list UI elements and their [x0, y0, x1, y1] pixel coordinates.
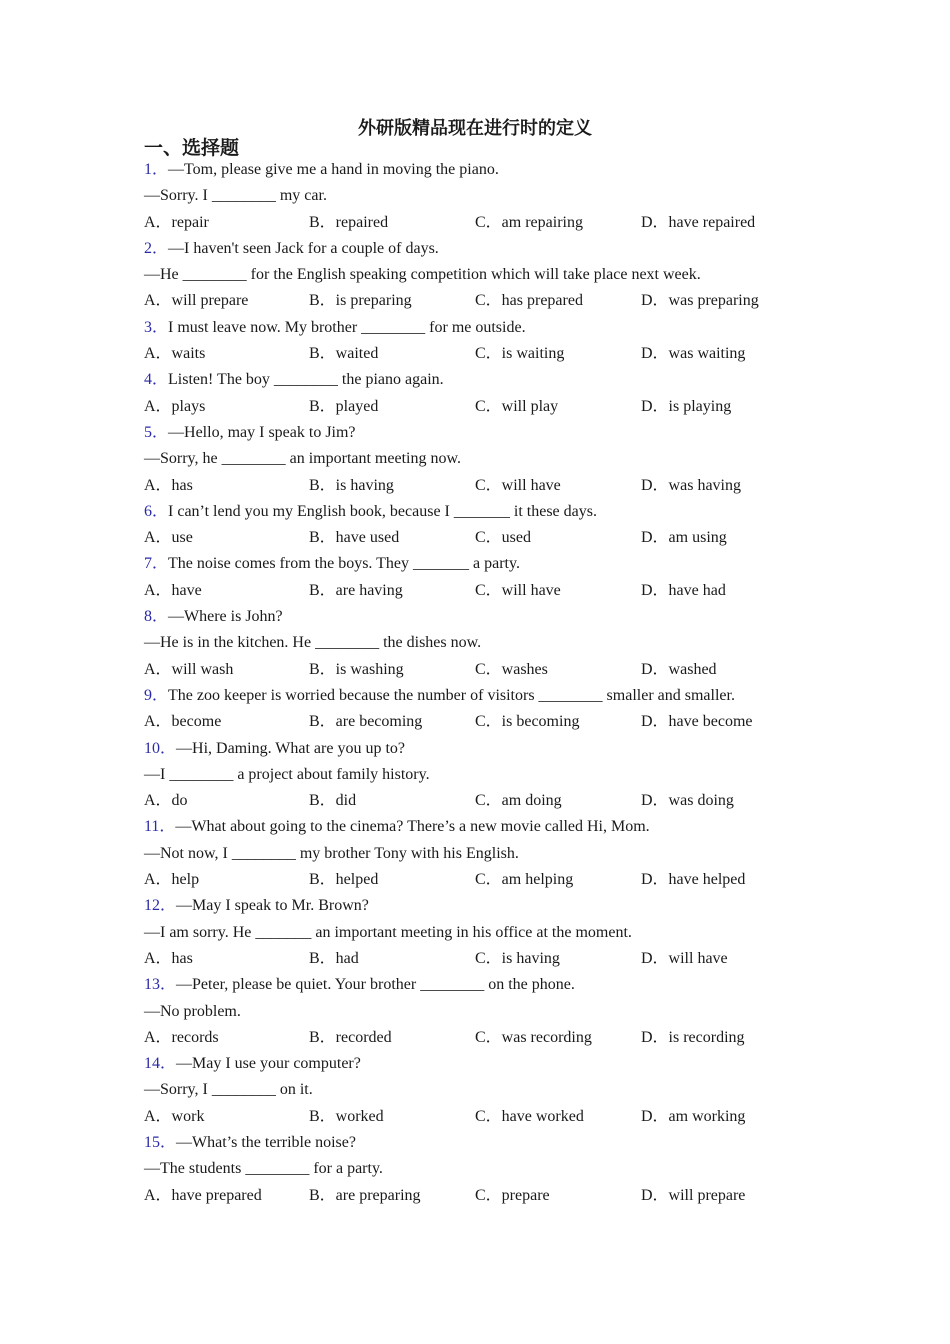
answer-options: [144, 867, 844, 893]
question-list: [144, 157, 844, 1209]
question-number: 8．: [144, 608, 169, 626]
question-text: —Tom, please give me a hand in moving the piano.: [168, 161, 499, 178]
document-title: 外研版精品现在进行时的定义: [358, 118, 592, 138]
option-c[interactable]: C．will play: [475, 397, 559, 415]
option-b[interactable]: B．are becoming: [309, 713, 423, 731]
question-text: —Peter, please be quiet. Your brother ________ on the phone.: [176, 976, 575, 994]
option-c[interactable]: C．am repairing: [475, 213, 583, 231]
option-a[interactable]: A．have: [144, 581, 202, 599]
option-c[interactable]: C．am doing: [475, 792, 562, 810]
option-d[interactable]: D．have helped: [641, 871, 746, 889]
question-dialogue-line: [144, 1077, 844, 1103]
question-number: 15．: [144, 1133, 177, 1151]
option-c[interactable]: C．has prepared: [475, 292, 583, 310]
question-12: [144, 893, 844, 972]
section-heading: 一、选择题: [144, 138, 240, 159]
option-b[interactable]: B．waited: [309, 345, 379, 363]
option-d[interactable]: D．is playing: [641, 397, 732, 415]
question-text: The zoo keeper is worried because the number of visitors ________ smaller and smaller.: [168, 686, 735, 704]
answer-options: [144, 341, 844, 367]
question-stem: [144, 499, 844, 525]
option-b[interactable]: B．is preparing: [309, 292, 412, 310]
question-dialogue-line: [144, 183, 844, 209]
question-text: —Not now, I ________ my brother Tony with his English.: [144, 844, 519, 862]
option-c[interactable]: C．is waiting: [475, 345, 565, 363]
question-dialogue-line: [144, 630, 844, 656]
question-text: —What’s the terrible noise?: [176, 1133, 356, 1151]
option-a[interactable]: A．have prepared: [144, 1186, 262, 1204]
question-14: [144, 1051, 844, 1130]
option-a[interactable]: A．plays: [144, 397, 206, 415]
option-d[interactable]: D．am working: [641, 1107, 746, 1125]
option-b[interactable]: B．are preparing: [309, 1186, 421, 1204]
question-text: —He ________ for the English speaking competition which will take place next week.: [144, 266, 701, 284]
option-c[interactable]: C．washes: [475, 660, 548, 678]
option-a[interactable]: A．will wash: [144, 660, 234, 678]
option-c[interactable]: C．prepare: [475, 1186, 550, 1204]
answer-options: [144, 788, 844, 814]
question-dialogue-line: [144, 999, 844, 1025]
question-2: [144, 236, 844, 315]
option-c[interactable]: C．will have: [475, 476, 561, 494]
question-text: Listen! The boy ________ the piano again.: [168, 371, 444, 389]
answer-options: [144, 1025, 844, 1051]
question-number: 14．: [144, 1055, 177, 1073]
answer-options: [144, 1183, 844, 1209]
question-stem: [144, 367, 844, 393]
question-stem: [144, 1130, 844, 1156]
question-dialogue-line: [144, 262, 844, 288]
question-text: I can’t lend you my English book, because I _______ it these days.: [168, 502, 597, 520]
question-text: —He is in the kitchen. He ________ the dishes now.: [144, 634, 482, 652]
option-d[interactable]: D．have had: [641, 581, 726, 599]
option-a[interactable]: A．become: [144, 713, 222, 731]
answer-options: [144, 709, 844, 735]
option-b[interactable]: B．played: [309, 397, 379, 415]
question-text: —I am sorry. He _______ an important meeting in his office at the moment.: [144, 923, 632, 941]
question-stem: [144, 236, 844, 262]
option-d[interactable]: D．have become: [641, 713, 753, 731]
option-a[interactable]: A．work: [144, 1107, 205, 1125]
question-text: —Hi, Daming. What are you up to?: [176, 739, 405, 757]
question-8: [144, 604, 844, 683]
question-stem: [144, 814, 844, 840]
question-dialogue-line: [144, 446, 844, 472]
question-number: 6．: [144, 502, 169, 520]
option-b[interactable]: B．worked: [309, 1107, 384, 1125]
question-number: 12．: [144, 897, 177, 915]
question-number: 7．: [144, 555, 169, 573]
question-number: 13．: [144, 976, 177, 994]
question-stem: [144, 420, 844, 446]
option-a[interactable]: A．has: [144, 949, 193, 967]
question-1: [144, 157, 844, 236]
question-stem: [144, 157, 844, 183]
option-b[interactable]: B．have used: [309, 529, 400, 547]
question-stem: [144, 551, 844, 577]
answer-options: [144, 525, 844, 551]
option-d[interactable]: D．was doing: [641, 792, 734, 810]
question-stem: [144, 604, 844, 630]
question-dialogue-line: [144, 920, 844, 946]
option-b[interactable]: B．recorded: [309, 1028, 392, 1046]
option-a[interactable]: A．repair: [144, 213, 209, 231]
question-number: 10．: [144, 739, 177, 757]
option-a[interactable]: A．records: [144, 1028, 219, 1046]
option-d[interactable]: D．washed: [641, 660, 717, 678]
option-d[interactable]: D．will have: [641, 949, 728, 967]
question-stem: [144, 972, 844, 998]
option-a[interactable]: A．do: [144, 792, 188, 810]
question-text: —Sorry. I ________ my car.: [144, 187, 327, 205]
option-b[interactable]: B．is washing: [309, 660, 404, 678]
option-b[interactable]: B．helped: [309, 871, 379, 889]
option-a[interactable]: A．use: [144, 529, 193, 547]
question-4: [144, 367, 844, 420]
question-number: 9．: [144, 686, 169, 704]
option-c[interactable]: C．is having: [475, 949, 560, 967]
option-c[interactable]: C．have worked: [475, 1107, 584, 1125]
question-text: —What about going to the cinema? There’s a new movie called Hi, Mom.: [175, 818, 650, 836]
option-c[interactable]: C．am helping: [475, 871, 574, 889]
question-number: 5．: [144, 423, 169, 441]
question-text: —I haven't seen Jack for a couple of days.: [168, 239, 439, 257]
question-text: —May I speak to Mr. Brown?: [176, 897, 369, 915]
question-text: —Sorry, I ________ on it.: [144, 1081, 313, 1099]
question-stem: [144, 893, 844, 919]
option-d[interactable]: D．was having: [641, 476, 741, 494]
question-text: —Where is John?: [168, 608, 283, 626]
answer-options: [144, 657, 844, 683]
option-b[interactable]: B．repaired: [309, 213, 389, 231]
option-d[interactable]: D．was waiting: [641, 345, 746, 363]
answer-options: [144, 210, 844, 236]
answer-options: [144, 288, 844, 314]
question-10: [144, 736, 844, 815]
answer-options: [144, 1104, 844, 1130]
option-d[interactable]: D．am using: [641, 529, 727, 547]
option-c[interactable]: C．was recording: [475, 1028, 592, 1046]
question-stem: [144, 683, 844, 709]
question-text: —No problem.: [144, 1002, 241, 1020]
option-a[interactable]: A．will prepare: [144, 292, 249, 310]
option-b[interactable]: B．is having: [309, 476, 394, 494]
question-text: —May I use your computer?: [176, 1055, 361, 1073]
answer-options: [144, 578, 844, 604]
option-b[interactable]: B．are having: [309, 581, 403, 599]
question-text: —I ________ a project about family history.: [144, 765, 430, 783]
option-b[interactable]: B．did: [309, 792, 357, 810]
question-number: 3．: [144, 318, 169, 336]
option-a[interactable]: A．waits: [144, 345, 206, 363]
question-text: I must leave now. My brother ________ for me outside.: [168, 318, 526, 336]
question-3: [144, 315, 844, 368]
question-text: The noise comes from the boys. They _______ a party.: [168, 555, 520, 573]
option-a[interactable]: A．has: [144, 476, 193, 494]
option-c[interactable]: C．used: [475, 529, 532, 547]
question-number: 11．: [144, 818, 176, 836]
question-13: [144, 972, 844, 1051]
question-text: —Hello, may I speak to Jim?: [168, 423, 356, 441]
option-d[interactable]: D．will prepare: [641, 1186, 746, 1204]
option-c[interactable]: C．will have: [475, 581, 561, 599]
question-dialogue-line: [144, 841, 844, 867]
question-dialogue-line: [144, 762, 844, 788]
option-c[interactable]: C．is becoming: [475, 713, 580, 731]
option-a[interactable]: A．help: [144, 871, 200, 889]
answer-options: [144, 473, 844, 499]
question-15: [144, 1130, 844, 1209]
question-number: 4．: [144, 371, 169, 389]
question-stem: [144, 1051, 844, 1077]
question-text: —The students ________ for a party.: [144, 1160, 383, 1178]
question-number: 1．: [144, 161, 169, 178]
question-11: [144, 814, 844, 893]
question-stem: [144, 736, 844, 762]
answer-options: [144, 946, 844, 972]
question-7: [144, 551, 844, 604]
question-text: —Sorry, he ________ an important meeting now.: [144, 450, 461, 468]
option-d[interactable]: D．was preparing: [641, 292, 759, 310]
option-d[interactable]: D．is recording: [641, 1028, 745, 1046]
question-5: [144, 420, 844, 499]
answer-options: [144, 394, 844, 420]
option-d[interactable]: D．have repaired: [641, 213, 756, 231]
question-6: [144, 499, 844, 552]
option-b[interactable]: B．had: [309, 949, 359, 967]
question-9: [144, 683, 844, 736]
question-dialogue-line: [144, 1156, 844, 1182]
question-stem: [144, 315, 844, 341]
question-number: 2．: [144, 239, 169, 257]
